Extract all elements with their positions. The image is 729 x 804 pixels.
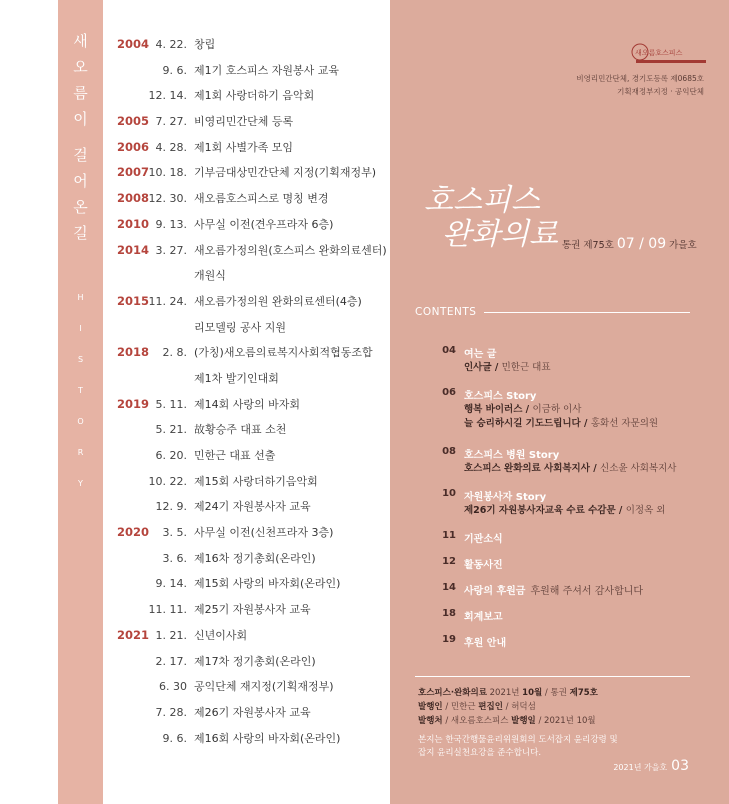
history-event: 제26기 자원봉사자 교육 bbox=[194, 705, 311, 719]
toc-article-title: 인사글 bbox=[464, 362, 492, 373]
vertical-title-char: 걸 bbox=[73, 146, 88, 164]
folio-season: 2021년 가을호 bbox=[613, 763, 668, 772]
history-row bbox=[110, 366, 380, 392]
history-event: 제15회 사랑의 바자회(온라인) bbox=[194, 577, 341, 591]
history-event: 제24기 자원봉사자 교육 bbox=[194, 500, 311, 514]
history-row bbox=[110, 83, 380, 109]
toc-article-author: 민한근 대표 bbox=[501, 362, 551, 373]
toc-category bbox=[464, 634, 506, 649]
history-row bbox=[110, 392, 380, 418]
toc-category bbox=[464, 387, 536, 402]
history-year: 2004 bbox=[117, 37, 150, 51]
history-row bbox=[110, 289, 380, 315]
vertical-history-letter: O bbox=[77, 417, 84, 426]
history-row bbox=[110, 649, 380, 675]
history-event: 비영리민간단체 등록 bbox=[194, 115, 294, 129]
publishing-house-label: 발행처 bbox=[418, 716, 443, 726]
history-row bbox=[110, 212, 380, 238]
magazine-title-line2: 완화의료 bbox=[442, 217, 558, 252]
history-event: 공익단체 재지정(기획재정부) bbox=[194, 680, 334, 694]
toc-article-author: 신소윤 사회복지사 bbox=[600, 463, 677, 474]
vertical-title bbox=[58, 28, 103, 246]
history-event: 사무실 이전(신천프라자 3층) bbox=[194, 526, 334, 540]
history-row bbox=[110, 263, 380, 289]
history-date: 9. 14. bbox=[155, 577, 187, 591]
history-row bbox=[110, 700, 380, 726]
toc-category bbox=[464, 446, 559, 461]
history-date: 3. 5. bbox=[162, 526, 187, 540]
toc-article-title: 늘 승리하시길 기도드립니다 bbox=[464, 418, 581, 429]
history-row bbox=[110, 58, 380, 84]
toc-article-author: 이금하 이사 bbox=[532, 404, 582, 415]
history-date: 11. 24. bbox=[148, 294, 187, 308]
history-event: 제25기 자원봉사자 교육 bbox=[194, 603, 311, 617]
vertical-title-char: 름 bbox=[73, 84, 88, 102]
history-year: 2006 bbox=[117, 139, 150, 154]
toc-page-number: 11 bbox=[442, 530, 456, 541]
history-event: 사무실 이전(견우프라자 6층) bbox=[194, 217, 334, 231]
history-row bbox=[110, 160, 380, 186]
history-row bbox=[110, 238, 387, 264]
toc-page-number: 04 bbox=[442, 345, 456, 356]
issue-prefix: 통권 제75호 bbox=[562, 240, 614, 251]
history-date: 7. 27. bbox=[155, 115, 187, 129]
toc-page-number: 06 bbox=[442, 387, 456, 398]
history-date: 6. 20. bbox=[155, 449, 187, 462]
history-date: 3. 27. bbox=[155, 243, 187, 257]
toc-category-label: 호스피스 병원 Story bbox=[464, 450, 560, 461]
toc-category-label: 자원봉사자 Story bbox=[464, 492, 547, 503]
history-row bbox=[110, 494, 380, 520]
page-folio bbox=[613, 758, 689, 774]
history-date: 10. 18. bbox=[148, 166, 187, 180]
history-event: 제17차 정기총회(온라인) bbox=[194, 654, 316, 668]
history-year: 2015 bbox=[117, 293, 150, 308]
vertical-history-letter: Y bbox=[78, 479, 83, 488]
sidebar-band bbox=[58, 0, 103, 804]
history-year: 2007 bbox=[117, 165, 150, 180]
ethics-notice bbox=[418, 734, 618, 760]
history-event: 새오름호스피스로 명칭 변경 bbox=[194, 192, 329, 206]
toc-article: 행복 바이러스 / 이금하 이사 bbox=[464, 404, 582, 415]
history-event: 신년이사회 bbox=[194, 628, 248, 642]
magazine-title-logo bbox=[420, 180, 560, 252]
history-year: 2019 bbox=[117, 396, 150, 411]
publish-date-label: 발행일 bbox=[511, 716, 536, 726]
history-row bbox=[110, 186, 380, 212]
organization-info bbox=[576, 72, 704, 98]
issue-suffix: 가을호 bbox=[669, 240, 697, 251]
publish-date: 2021년 10월 bbox=[544, 716, 596, 726]
credits: 호스피스·완화의료 2021년 10월 / 통권 제75호 발행인 / 민한근 편집인 / 허덕섬 발행처 / 새오름호스피스 발행일 / 2021년 10월 bbox=[418, 688, 598, 726]
toc-article-title: 호스피스 완화의료 사회복지사 bbox=[464, 463, 590, 474]
toc-article-author: 홍화선 자문의원 bbox=[590, 418, 659, 429]
history-event: (가칭)새오름의료복지사회적협동조합 bbox=[194, 346, 373, 360]
history-row bbox=[110, 726, 380, 752]
history-event: 故황승주 대표 소천 bbox=[194, 423, 287, 437]
right-panel bbox=[390, 0, 729, 804]
publisher-label: 발행인 bbox=[418, 702, 443, 712]
history-event: 제15회 사랑더하기음악회 bbox=[194, 474, 318, 488]
history-date: 7. 28. bbox=[155, 705, 187, 719]
history-date: 9. 6. bbox=[162, 63, 187, 77]
toc-category bbox=[464, 345, 496, 360]
toc-category-label: 기관소식 bbox=[464, 534, 503, 545]
history-date: 2. 17. bbox=[155, 654, 187, 668]
divider bbox=[415, 676, 690, 677]
history-year: 2014 bbox=[117, 242, 150, 257]
toc-article: 호스피스 완화의료 사회복지사 / 신소윤 사회복지사 bbox=[464, 463, 677, 474]
divider bbox=[484, 312, 690, 313]
history-row bbox=[110, 32, 380, 58]
history-event: 제1회 사랑더하기 음악회 bbox=[194, 89, 315, 103]
history-row bbox=[110, 340, 380, 366]
vertical-history-letter: R bbox=[77, 448, 84, 457]
history-date: 2. 8. bbox=[162, 346, 187, 360]
organization-logo bbox=[630, 40, 710, 66]
logo-text: 새오름호스피스 bbox=[635, 49, 683, 57]
history-date: 9. 13. bbox=[155, 217, 187, 231]
history-event: 개원식 bbox=[194, 269, 226, 283]
toc-description: 후원해 주셔서 감사합니다 bbox=[530, 586, 644, 597]
history-event: 기부금대상민간단체 지정(기획재정부) bbox=[194, 166, 377, 180]
history-row bbox=[110, 674, 380, 700]
toc-category-label: 사랑의 후원금 bbox=[464, 586, 526, 597]
toc-page-number: 19 bbox=[442, 634, 456, 645]
editor-label: 편집인 bbox=[478, 702, 503, 712]
history-event: 제16차 정기총회(온라인) bbox=[194, 551, 316, 565]
history-date: 1. 21. bbox=[155, 628, 187, 642]
toc-category bbox=[464, 582, 643, 597]
history-event: 제1회 사별가족 모임 bbox=[194, 140, 293, 154]
history-row bbox=[110, 520, 380, 546]
notice-line: 잡지 윤리실천요강을 준수합니다. bbox=[418, 748, 542, 758]
org-info-line: 비영리민간단체, 경기도등록 제0685호 bbox=[576, 74, 704, 83]
vertical-history-letter: S bbox=[77, 355, 84, 364]
history-date: 12. 9. bbox=[155, 500, 187, 514]
toc-page-number: 10 bbox=[442, 488, 456, 499]
credits-year: 2021년 bbox=[489, 688, 520, 698]
editor: 허덕섬 bbox=[511, 702, 536, 712]
history-date: 4. 22. bbox=[155, 38, 187, 51]
toc-category-label: 여는 글 bbox=[464, 349, 497, 360]
history-row bbox=[110, 597, 380, 623]
history-year: 2020 bbox=[117, 525, 150, 540]
toc-category bbox=[464, 530, 503, 545]
history-year: 2018 bbox=[117, 345, 150, 360]
toc-page-number: 14 bbox=[442, 582, 456, 593]
vertical-title-char: 길 bbox=[73, 224, 88, 242]
history-date: 12. 14. bbox=[148, 89, 187, 103]
notice-line: 본지는 한국간행물윤리위원회의 도서잡지 윤리강령 및 bbox=[418, 735, 618, 745]
history-event: 새오름가정의원(호스피스 완화의료센터) bbox=[194, 243, 387, 257]
history-year: 2008 bbox=[117, 191, 150, 206]
toc-article-title: 행복 바이러스 bbox=[464, 404, 523, 415]
publishing-house: 새오름호스피스 bbox=[450, 716, 509, 726]
vertical-title-char: 오 bbox=[73, 58, 88, 76]
publisher: 민한근 bbox=[450, 702, 476, 712]
history-date: 11. 11. bbox=[148, 603, 187, 617]
history-date: 3. 6. bbox=[162, 551, 187, 565]
history-event: 창립 bbox=[194, 38, 216, 51]
vertical-history-letter: T bbox=[78, 386, 83, 395]
toc-category-label: 호스피스 Story bbox=[464, 391, 537, 402]
history-year: 2005 bbox=[117, 114, 150, 129]
history-event: 제1차 발기인대회 bbox=[194, 371, 279, 385]
history-row bbox=[110, 443, 380, 469]
toc-category-label: 활동사진 bbox=[464, 560, 503, 571]
contents-label: CONTENTS bbox=[415, 306, 477, 318]
org-info-line: 기획재정부지정 · 공익단체 bbox=[617, 87, 704, 96]
toc-category bbox=[464, 608, 503, 623]
issue-number: 07 / 09 bbox=[616, 236, 667, 252]
toc-article: 제26기 자원봉사자교육 수료 수감문 / 이정옥 외 bbox=[464, 505, 666, 516]
toc-page-number: 12 bbox=[442, 556, 456, 567]
magazine-title-line1: 호스피스 bbox=[424, 183, 540, 218]
history-row bbox=[110, 469, 380, 495]
history-row bbox=[110, 315, 380, 341]
vertical-history-label bbox=[58, 282, 103, 499]
history-event: 새오름가정의원 완화의료센터(4층) bbox=[194, 294, 362, 308]
vertical-title-char: 새 bbox=[73, 32, 88, 50]
toc-category bbox=[464, 556, 503, 571]
toc-category-label: 회계보고 bbox=[464, 612, 503, 623]
history-date: 4. 28. bbox=[155, 140, 187, 154]
credits-volume-label: 통권 bbox=[550, 688, 567, 698]
vertical-title-char: 이 bbox=[73, 110, 88, 128]
history-list bbox=[110, 32, 387, 751]
history-event: 제1기 호스피스 자원봉사 교육 bbox=[194, 63, 339, 77]
history-event: 제14회 사랑의 바자회 bbox=[194, 397, 300, 411]
vertical-history-letter: I bbox=[79, 324, 82, 333]
toc-article-author: 이정옥 외 bbox=[625, 505, 666, 516]
toc-article-title: 제26기 자원봉사자교육 수료 수감문 bbox=[464, 505, 616, 516]
issue-info bbox=[562, 236, 697, 252]
history-row bbox=[110, 571, 380, 597]
history-row bbox=[110, 546, 380, 572]
toc-category-label: 후원 안내 bbox=[464, 638, 507, 649]
toc-page-number: 08 bbox=[442, 446, 456, 457]
history-date: 12. 30. bbox=[148, 192, 187, 206]
credits-title: 호스피스·완화의료 bbox=[418, 688, 487, 698]
history-date: 6. 30 bbox=[159, 680, 187, 694]
vertical-title-char: 온 bbox=[73, 198, 88, 216]
vertical-title-char bbox=[58, 132, 103, 142]
history-date: 9. 6. bbox=[162, 731, 187, 745]
history-row bbox=[110, 135, 380, 161]
history-event: 리모델링 공사 지원 bbox=[194, 320, 287, 334]
toc-article: 인사글 / 민한근 대표 bbox=[464, 362, 551, 373]
history-year: 2021 bbox=[117, 627, 150, 642]
page-number: 03 bbox=[671, 758, 689, 774]
vertical-history-letter: H bbox=[77, 293, 84, 302]
toc-article: 늘 승리하시길 기도드립니다 / 홍화선 자문의원 bbox=[464, 418, 659, 429]
history-event: 제16회 사랑의 바자회(온라인) bbox=[194, 731, 341, 745]
toc-page-number: 18 bbox=[442, 608, 456, 619]
history-row bbox=[110, 417, 380, 443]
vertical-title-char: 어 bbox=[73, 172, 88, 190]
history-row bbox=[110, 109, 380, 135]
toc-category bbox=[464, 488, 546, 503]
history-year: 2010 bbox=[117, 216, 150, 231]
history-event: 민한근 대표 선출 bbox=[194, 449, 276, 462]
credits-volume: 제75호 bbox=[569, 688, 598, 698]
history-date: 5. 21. bbox=[155, 423, 187, 437]
history-row bbox=[110, 623, 380, 649]
history-date: 10. 22. bbox=[148, 474, 187, 488]
credits-month: 10월 bbox=[522, 688, 543, 698]
history-date: 5. 11. bbox=[155, 397, 187, 411]
